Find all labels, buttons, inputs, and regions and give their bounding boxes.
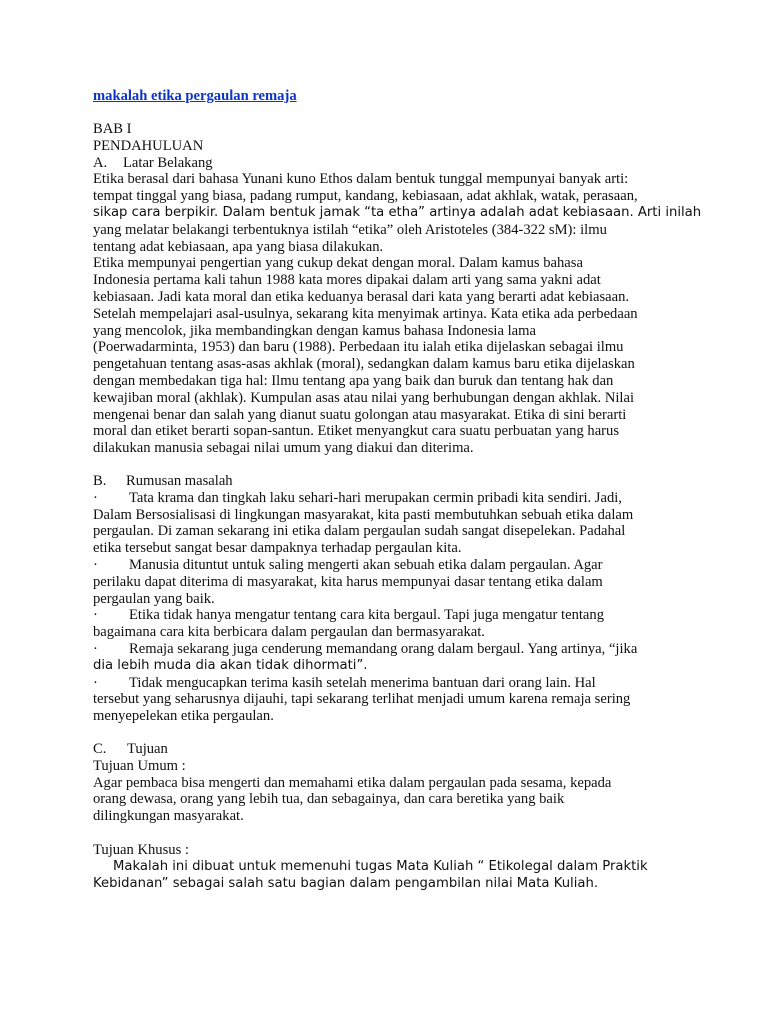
section-a-title: Latar Belakang bbox=[123, 154, 213, 171]
para1-line: yang melatar belakangi terbentuknya istilah “etika” oleh Aristoteles (384-322 sM): ilmu bbox=[93, 221, 607, 238]
bullet-continuation: pergaulan. Di zaman sekarang ini etika dalam pergaulan sudah sangat disepelekan. Padahal bbox=[93, 523, 626, 540]
intro-block bbox=[93, 121, 702, 457]
bullet-continuation: Dalam Bersosialisasi di lingkungan masyarakat, kita pasti membutuhkan sebuah etika dalam bbox=[93, 506, 634, 523]
para2-line: mengenai benar dan salah yang dianut suatu golongan atau masyarakat. Etika di sini berarti bbox=[93, 406, 627, 423]
para1-line: tempat tinggal yang biasa, padang rumput, kandang, kebiasaan, adat akhlak, watak, perasaan, bbox=[93, 188, 638, 205]
para2-line: yang mencolok, jika membandingkan dengan kamus bahasa Indonesia lama bbox=[93, 322, 536, 339]
bullet-item-1: · Tata krama dan tingkah laku sehari-hari merupakan cermin pribadi kita sendiri. Jadi, bbox=[93, 489, 622, 506]
tujuan-umum-line: orang dewasa, orang yang lebih tua, dan sebagainya, dan cara beretika yang baik bbox=[93, 791, 565, 808]
bullet-continuation: etika tersebut sangat besar dampaknya terhadap pergaulan kita. bbox=[93, 540, 462, 557]
para2-line: Indonesia pertama kali tahun 1988 kata mores dipakai dalam arti yang sama yakni adat bbox=[93, 272, 601, 289]
section-a-heading bbox=[93, 155, 683, 172]
section-a-letter: A. bbox=[93, 154, 108, 171]
tujuan-umum-label: Tujuan Umum : bbox=[93, 757, 186, 774]
bullet-continuation: perilaku dapat diterima di masyarakat, kita harus mempunyai dasar tentang etika dalam bbox=[93, 573, 603, 590]
para2-line: dengan membedakan tiga hal: Ilmu tentang apa yang baik dan buruk dan tentang hak dan bbox=[93, 372, 614, 389]
bullet-continuation: dia lebih muda dia akan tidak dihormati”. bbox=[93, 657, 368, 673]
para2-line: kewajiban moral (akhlak). Kumpulan asas atau nilai yang berhubungan dengan akhlak. Nilai bbox=[93, 389, 635, 406]
bullet-continuation: menyepelekan etika pergaulan. bbox=[93, 708, 274, 725]
chapter-number: BAB I bbox=[93, 121, 132, 137]
bullet-item-5: · Tidak mengucapkan terima kasih setelah menerima bantuan dari orang lain. Hal bbox=[93, 674, 596, 691]
bullet-item-3: · Etika tidak hanya mengatur tentang cara kita bergaul. Tapi juga mengatur tentang bbox=[93, 607, 604, 624]
section-c-title: Tujuan bbox=[127, 741, 168, 757]
title-block bbox=[93, 88, 683, 105]
para2-line: dilakukan manusia sebagai nilai umum yang diakui dan diterima. bbox=[93, 440, 474, 457]
section-c-block bbox=[93, 741, 683, 825]
para1-line: sikap cara berpikir. Dalam bentuk jamak “ta etha” artinya adalah adat kebiasaan. Arti inilah bbox=[93, 204, 702, 220]
para2-line: pengetahuan tentang asas-asas akhlak (moral), sedangkan dalam kamus baru etika dijelaskan bbox=[93, 356, 635, 373]
section-c-letter: C. bbox=[93, 741, 107, 757]
section-b-heading bbox=[93, 473, 683, 490]
para2-line: Etika mempunyai pengertian yang cukup dekat dengan moral. Dalam kamus bahasa bbox=[93, 255, 583, 272]
chapter-title: PENDAHULUAN bbox=[93, 137, 204, 154]
para2-line: Setelah mempelajari asal-usulnya, sekarang kita menyimak artinya. Kata etika ada perbedaan bbox=[93, 305, 638, 322]
bullet-icon: · bbox=[93, 640, 98, 657]
section-b-block bbox=[93, 473, 683, 725]
section-b-title: Rumusan masalah bbox=[126, 473, 233, 489]
section-c-heading bbox=[93, 741, 683, 758]
tujuan-umum-line: Agar pembaca bisa mengerti dan memahami etika dalam pergaulan pada sesama, kepada bbox=[93, 774, 612, 791]
tujuan-umum-line: dilingkungan masyarakat. bbox=[93, 808, 244, 825]
bullet-item-4: · Remaja sekarang juga cenderung memandang orang dalam bergaul. Yang artinya, “jika bbox=[93, 640, 638, 657]
tujuan-khusus-line: Makalah ini dibuat untuk memenuhi tugas Mata Kuliah “ Etikolegal dalam Praktik bbox=[113, 858, 648, 874]
para2-line: (Poerwadarminta, 1953) dan baru (1988). Perbedaan itu ialah etika dijelaskan sebagai ilmu bbox=[93, 339, 624, 356]
para2-line: kebiasaan. Jadi kata moral dan etika keduanya berasal dari kata yang berarti adat kebiasaan. bbox=[93, 288, 630, 305]
bullet-continuation: bagaimana cara kita berbicara dalam pergaulan dan bermasyarakat. bbox=[93, 624, 485, 641]
tujuan-khusus-block bbox=[93, 842, 683, 892]
para1-line: tentang adat kebiasaan, apa yang biasa dilakukan. bbox=[93, 238, 384, 255]
bullet-icon: · bbox=[93, 674, 98, 691]
bullet-icon: · bbox=[93, 489, 98, 506]
section-b-letter: B. bbox=[93, 473, 107, 489]
bullet-continuation: pergaulan yang baik. bbox=[93, 590, 215, 607]
bullet-icon: · bbox=[93, 607, 98, 624]
bullet-continuation: tersebut yang seharusnya dijauhi, tapi sekarang terlihat menjadi umum karena remaja sering bbox=[93, 691, 631, 708]
document-title-link[interactable]: makalah etika pergaulan remaja bbox=[93, 88, 297, 104]
bullet-item-2: · Manusia dituntut untuk saling mengerti akan sebuah etika dalam pergaulan. Agar bbox=[93, 556, 603, 573]
tujuan-khusus-line: Kebidanan” sebagai salah satu bagian dalam pengambilan nilai Mata Kuliah. bbox=[93, 875, 599, 891]
bullet-icon: · bbox=[93, 556, 98, 573]
para2-line: moral dan etiket berarti sopan-santun. Etiket menyangkut cara suatu perbuatan yang harus bbox=[93, 423, 620, 440]
tujuan-khusus-label: Tujuan Khusus : bbox=[93, 842, 189, 858]
para1-line: Etika berasal dari bahasa Yunani kuno Ethos dalam bentuk tunggal mempunyai banyak arti: bbox=[93, 171, 629, 188]
